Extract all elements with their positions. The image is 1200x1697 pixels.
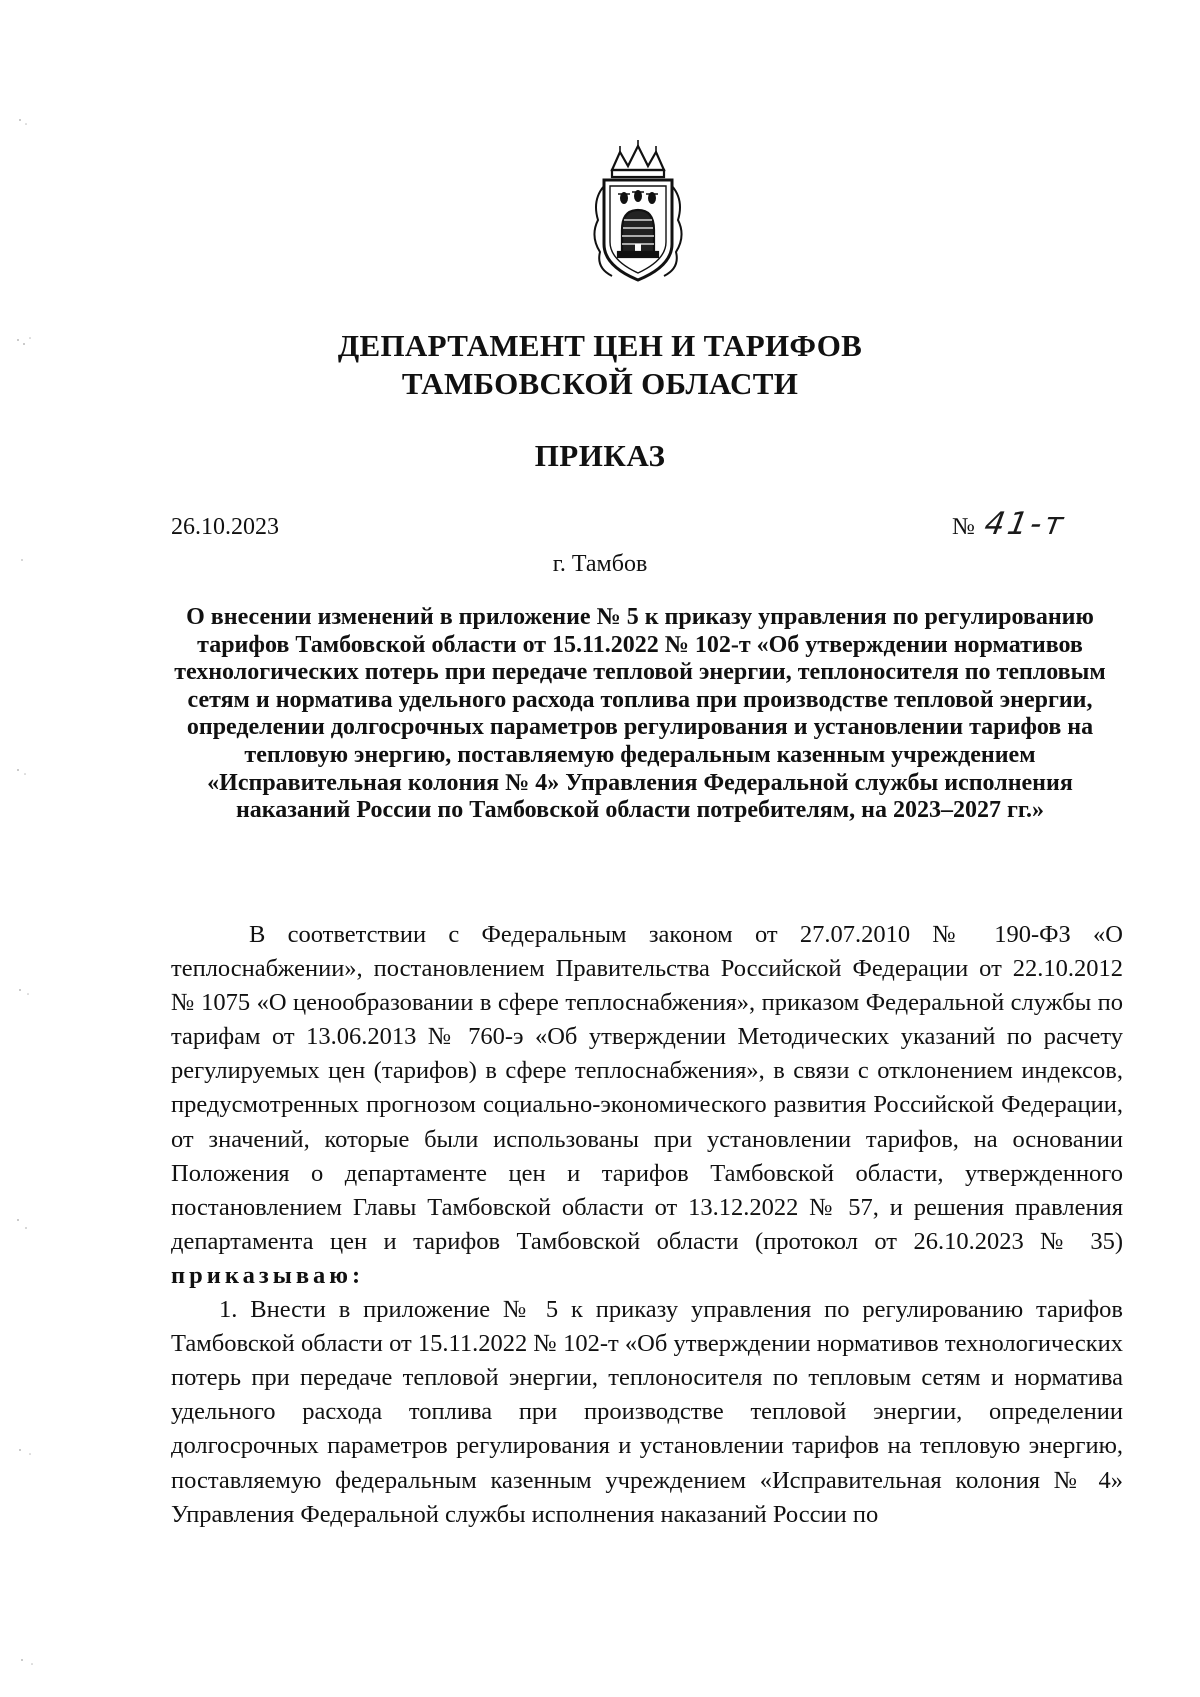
tambov-coat-of-arms-icon xyxy=(582,140,694,290)
order-body xyxy=(171,918,1123,1532)
preamble-text: В соответствии с Федеральным законом от 27.07.2010 № 190-ФЗ «О теплоснабжении», постановлением Правительства Российской Федерации от 22.10.2012 № 1075 «О ценообразовании в сфере теплоснабжения», приказом Федеральной службы по тарифам от 13.06.2013 № 760-э «Об утверждении Методических указаний по расчету регулируемых цен (тарифов) в сфере теплоснабжения», в связи с отклонением индексов, предусмотренных прогнозом социально-экономического развития Российской Федерации, от значений, которые были использованы при установлении тарифов, на основании Положения о департаменте цен и тарифов Тамбовской области, утвержденного постановлением Главы Тамбовской области от 13.12.2022 № 57, и решения правления департамента цен и тарифов Тамбовской области (протокол от 26.10.2023 № 35) xyxy=(171,921,1123,1255)
scan-artifacts xyxy=(0,0,70,1697)
handwritten-number: 41-т xyxy=(981,506,1069,542)
order-date: 26.10.2023 xyxy=(171,514,279,540)
number-sign: № xyxy=(952,514,975,540)
city: г. Тамбов xyxy=(552,551,648,577)
document-type: ПРИКАЗ xyxy=(534,438,666,473)
department-name-line2: ТАМБОВСКОЙ ОБЛАСТИ xyxy=(401,366,799,401)
order-word: приказываю: xyxy=(171,1261,365,1289)
order-number xyxy=(952,506,1069,542)
department-name-line1: ДЕПАРТАМЕНТ ЦЕН И ТАРИФОВ xyxy=(337,328,863,363)
preamble-paragraph xyxy=(171,918,1123,1293)
item-1-paragraph: 1. Внести в приложение № 5 к приказу управления по регулированию тарифов Тамбовской области от 15.11.2022 № 102-т «Об утверждении нормативов технологических потерь при передаче тепловой энергии, теплоносителя по тепловым сетям и норматива удельного расхода топлива при производстве тепловой энергии, определении долгосрочных параметров регулирования и установлении тарифов на тепловую энергию, поставляемую федеральным казенным учреждением «Исправительная колония № 4» Управления Федеральной службы исполнения наказаний России по xyxy=(171,1296,1123,1528)
order-title: О внесении изменений в приложение № 5 к приказу управления по регулированию тарифов Тамбовской области от 15.11.2022 № 102-т «Об утверждении нормативов технологических потерь при передаче тепловой энергии, теплоносителя по тепловым сетям и норматива удельного расхода топлива при производстве тепловой энергии, определении долгосрочных параметров регулирования и установлении тарифов на тепловую энергию, поставляемую федеральным казенным учреждением «Исправительная колония № 4» Управления Федеральной службы исполнения наказаний России по Тамбовской области потребителям, на 2023–2027 гг.» xyxy=(174,604,1106,824)
